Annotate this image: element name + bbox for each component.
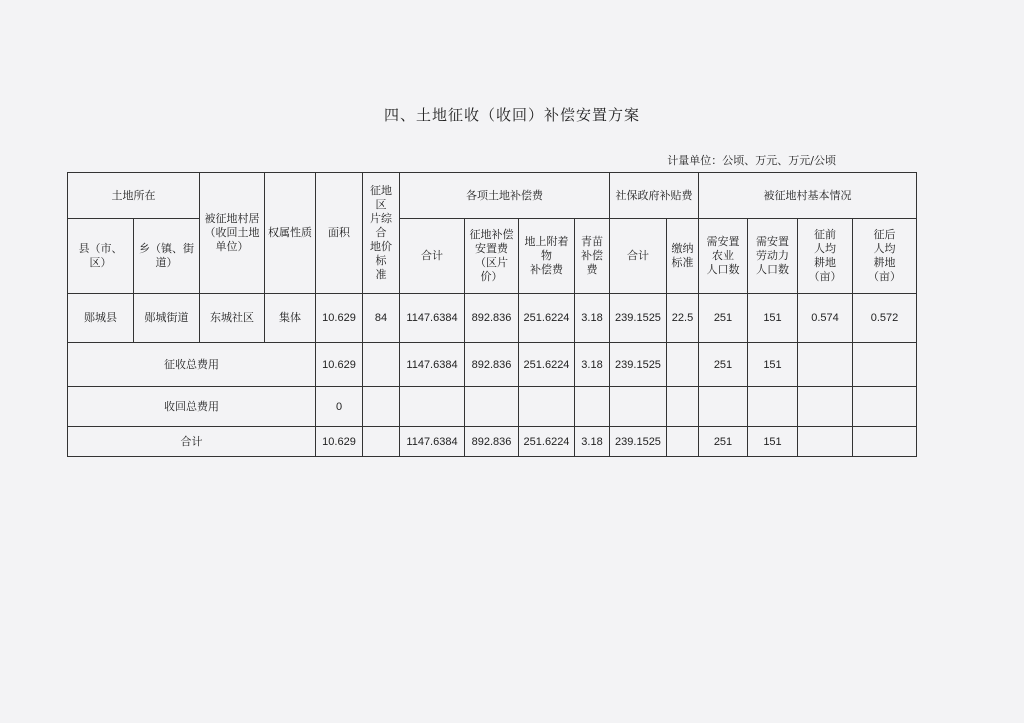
cell-empty <box>363 387 400 427</box>
header-location: 土地所在 <box>68 173 200 219</box>
header-comp-land: 征地补偿 安置费 （区片价） <box>465 219 519 294</box>
unit-note: 计量单位：公顷、万元、万元/公顷 <box>667 154 836 167</box>
cell-empty <box>699 387 748 427</box>
page-title: 四、土地征收（收回）补偿安置方案 <box>383 106 640 124</box>
cell-comp-total: 1147.6384 <box>400 294 465 343</box>
cell-empty <box>798 387 853 427</box>
cell-recover-area: 0 <box>316 387 363 427</box>
cell-v-labor: 151 <box>748 294 798 343</box>
cell-v-before: 0.574 <box>798 294 853 343</box>
cell-empty <box>667 387 699 427</box>
cell-empty <box>853 343 917 387</box>
cell-levy-social-total: 239.1525 <box>610 343 667 387</box>
cell-empty <box>853 387 917 427</box>
header-comp-total: 合计 <box>400 219 465 294</box>
cell-social-std: 22.5 <box>667 294 699 343</box>
header-comp-attach: 地上附着 物 补偿费 <box>519 219 575 294</box>
table-row-recover <box>68 387 917 427</box>
cell-empty <box>465 387 519 427</box>
cell-comp-crop: 3.18 <box>575 294 610 343</box>
header-comp-crop: 青苗 补偿 费 <box>575 219 610 294</box>
cell-empty <box>667 343 699 387</box>
cell-empty <box>519 387 575 427</box>
header-county: 县（市、 区） <box>68 219 134 294</box>
compensation-table <box>67 172 917 457</box>
table-row-detail <box>68 294 917 343</box>
cell-ownership: 集体 <box>265 294 316 343</box>
header-comp-group: 各项土地补偿费 <box>400 173 610 219</box>
header-township: 乡（镇、街 道） <box>134 219 200 294</box>
cell-v-after: 0.572 <box>853 294 917 343</box>
cell-levy-v-labor: 151 <box>748 343 798 387</box>
header-price: 征地区 片综合 地价标 准 <box>363 173 400 294</box>
cell-total-area: 10.629 <box>316 427 363 457</box>
header-row-2 <box>68 219 917 294</box>
cell-comp-attach: 251.6224 <box>519 294 575 343</box>
cell-levy-label: 征收总费用 <box>68 343 316 387</box>
cell-levy-comp-attach: 251.6224 <box>519 343 575 387</box>
table-row-levy <box>68 343 917 387</box>
header-village-group: 被征地村基本情况 <box>699 173 917 219</box>
cell-total-v-farm: 251 <box>699 427 748 457</box>
cell-area: 10.629 <box>316 294 363 343</box>
cell-total-v-labor: 151 <box>748 427 798 457</box>
cell-village: 东城社区 <box>200 294 265 343</box>
cell-recover-label: 收回总费用 <box>68 387 316 427</box>
cell-empty <box>667 427 699 457</box>
cell-social-total: 239.1525 <box>610 294 667 343</box>
table-row-total <box>68 427 917 457</box>
cell-county: 郧城县 <box>68 294 134 343</box>
header-social-group: 社保政府补贴费 <box>610 173 699 219</box>
cell-total-comp-land: 892.836 <box>465 427 519 457</box>
cell-total-social-total: 239.1525 <box>610 427 667 457</box>
cell-total-comp-crop: 3.18 <box>575 427 610 457</box>
header-v-farm: 需安置 农业 人口数 <box>699 219 748 294</box>
cell-levy-comp-crop: 3.18 <box>575 343 610 387</box>
header-row-1 <box>68 173 917 219</box>
header-social-total: 合计 <box>610 219 667 294</box>
cell-empty <box>363 343 400 387</box>
cell-total-comp-total: 1147.6384 <box>400 427 465 457</box>
cell-empty <box>798 343 853 387</box>
header-area: 面积 <box>316 173 363 294</box>
cell-levy-v-farm: 251 <box>699 343 748 387</box>
cell-total-comp-attach: 251.6224 <box>519 427 575 457</box>
cell-v-farm: 251 <box>699 294 748 343</box>
header-social-std: 缴纳 标准 <box>667 219 699 294</box>
cell-township: 郧城街道 <box>134 294 200 343</box>
cell-empty <box>400 387 465 427</box>
header-v-labor: 需安置 劳动力 人口数 <box>748 219 798 294</box>
cell-empty <box>798 427 853 457</box>
cell-empty <box>575 387 610 427</box>
header-ownership: 权属性质 <box>265 173 316 294</box>
cell-levy-comp-land: 892.836 <box>465 343 519 387</box>
header-v-after: 征后 人均 耕地 （亩） <box>853 219 917 294</box>
cell-price: 84 <box>363 294 400 343</box>
cell-empty <box>610 387 667 427</box>
cell-empty <box>363 427 400 457</box>
cell-comp-land: 892.836 <box>465 294 519 343</box>
cell-empty <box>748 387 798 427</box>
header-village: 被征地村居 （收回土地 单位） <box>200 173 265 294</box>
cell-levy-comp-total: 1147.6384 <box>400 343 465 387</box>
cell-total-label: 合计 <box>68 427 316 457</box>
header-v-before: 征前 人均 耕地 （亩） <box>798 219 853 294</box>
cell-empty <box>853 427 917 457</box>
cell-levy-area: 10.629 <box>316 343 363 387</box>
